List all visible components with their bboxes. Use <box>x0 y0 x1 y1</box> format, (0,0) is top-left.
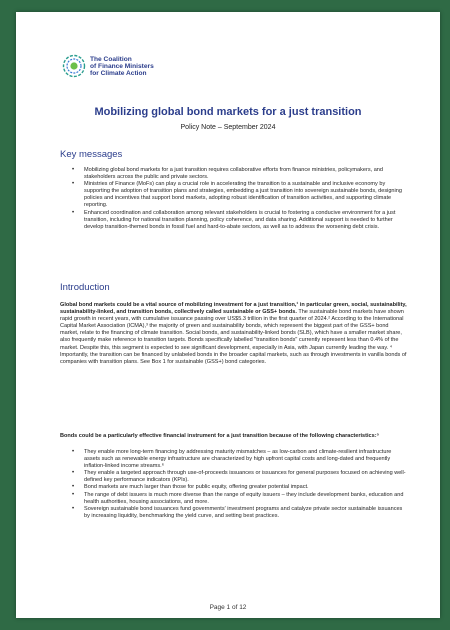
list-item: • Bond markets are much larger than those for public equity, offering greater potential impact. <box>72 484 408 491</box>
key-messages-list <box>72 167 408 231</box>
introduction-heading: Introduction <box>60 282 110 293</box>
page-number: Page 1 of 12 <box>209 604 247 611</box>
coalition-logo-icon <box>62 54 86 78</box>
list-item: • Sovereign sustainable bond issuances fund governments' investment programs and catalyze private sector sustainable issuances by increasing liquidity, benchmarking the yield curve, and setting best practices. <box>72 506 408 520</box>
characteristics-lead: Bonds could be a particularly effective financial instrument for a just transition because of the following characteristics:⁵ <box>60 433 380 439</box>
coalition-logo <box>62 54 154 78</box>
list-item: • Mobilizing global bond markets for a just transition requires collaborative efforts from finance ministries, policymakers, and stakeholders across the public and private sectors. <box>72 167 408 181</box>
list-item: • They enable a targeted approach through use-of-proceeds issuances or issuances for general purposes focused on achieving well-defined key performance indicators (KPIs). <box>72 470 408 484</box>
key-messages-heading: Key messages <box>60 149 123 160</box>
logo-text <box>90 56 154 77</box>
list-item: • Ministries of Finance (MoFs) can play a crucial role in accelerating the transition to a sustainable and inclusive economy by supporting the adoption of transition plans and strategies, embedding a just transition into sovereign sustainable bonds, designing policies and incentives that support bond markets, adopting robust identification of transition activities, and supporting climate reporting. <box>72 181 408 209</box>
introduction-paragraph <box>60 302 408 366</box>
list-item: • The range of debt issuers is much more diverse than the range of equity issuers – they include development banks, education and health authorities, housing associations, and more. <box>72 492 408 506</box>
document-subtitle: Policy Note – September 2024 <box>180 124 276 131</box>
logo-line-3: for Climate Action <box>90 69 147 77</box>
list-item: • Enhanced coordination and collaboration among relevant stakeholders is crucial to fostering a conducive environment for a just transition, including for national transition planning, policy coherence, and data sharing. Additional support is needed to further develop transition-themed bonds in fossil fuel and hard-to-abate sectors, as well as to address the worsening debt crisis. <box>72 210 408 231</box>
list-item: • They enable more long-term financing by addressing maturity mismatches – as low-carbon and climate-resilient infrastructure assets such as renewable energy infrastructure are characterized by high upfront capital costs and long-dated and frequently inflation-linked income streams.⁶ <box>72 449 408 470</box>
document-title: Mobilizing global bond markets for a just transition <box>94 106 362 118</box>
paragraph-lead: Global bond markets could be a vital source of mobilizing investment for a just transition,¹ in particular green, social, sustainability, sustainability-linked, and transition bonds, collectively called sustainable or GSS+ bonds. <box>60 302 407 316</box>
document-page <box>16 12 440 618</box>
logo-line-1: The Coalition <box>90 55 132 63</box>
logo-line-2: of Finance Ministers <box>90 62 154 70</box>
paragraph-body: The sustainable bond markets have shown rapid growth in recent years, with cumulative issuance passing over US$5.3 trillion in the first quarter of 2024.² According to the International Capital Market Association (ICMA),³ the majority of green and sustainability bonds, which represent the biggest part of the GSS+ bond market, relate to the financing of climate transition. Social bonds, and sustainability-linked bonds (SLB), which have a smaller market share, also frequently make reference to transition targets. Bonds specifically labelled "transition bonds" currently represent less than 0.4% of the market. Despite this, this segment is expected to see significant development, especially in Asia, with Japan currently leading the way. ⁴ Importantly, the transition can be financed by unlabeled bonds in the broader capital markets, such as through investments in vanilla bonds of companies with transition plans. See Box 1 for sustainable (GSS+) bond categories. <box>60 309 407 365</box>
characteristics-list <box>72 449 408 520</box>
